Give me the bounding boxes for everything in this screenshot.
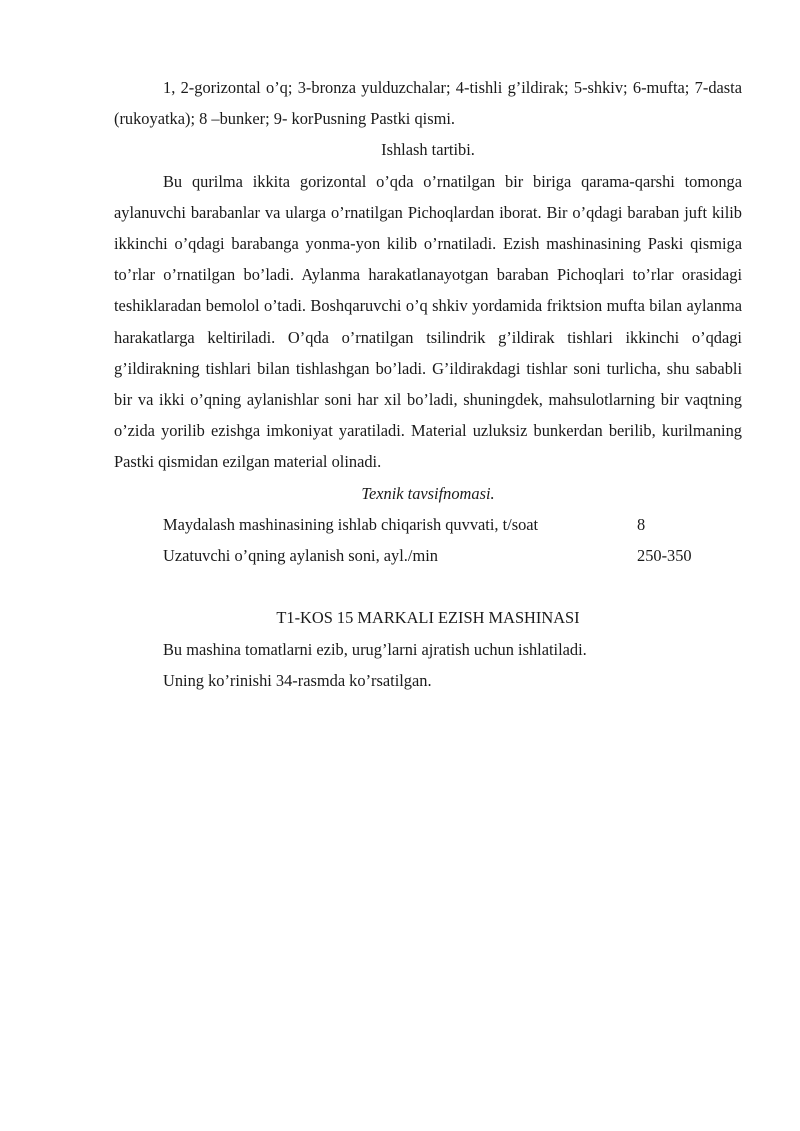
figure-caption: 1, 2-gorizontal o’q; 3-bronza yulduzchalar; 4-tishli g’ildirak; 5-shkiv; 6-mufta; 7-dasta (rukoyatka); 8 –bunker; 9- korPusning Pastki qismi. <box>114 78 742 129</box>
spec-row <box>114 509 742 540</box>
work-order-heading: Ishlash tartibi. <box>381 140 475 160</box>
section-line: Bu mashina tomatlarni ezib, urug’larni ajratish uchun ishlatiladi. <box>163 639 587 659</box>
spec-value: 250-350 <box>637 546 692 566</box>
spec-value: 8 <box>637 514 646 534</box>
specs-heading: Texnik tavsifnomasi. <box>361 483 495 503</box>
document-page <box>114 72 742 696</box>
spec-label: Maydalash mashinasining ishlab chiqarish quvvati, t/soat <box>163 514 539 534</box>
section-line: Uning ko’rinishi 34-rasmda ko’rsatilgan. <box>163 670 432 690</box>
body-paragraph: Bu qurilma ikkita gorizontal o’qda o’rnatilgan bir biriga qarama-qarshi tomonga aylanuvchi barabanlar va ularga o’rnatilgan Pichoqlardan iborat. Bir o’qdagi baraban juft kilib ikkinchi o’qdagi barabanga yonma-yon kilib o’rnatiladi. Ezish mashinasining Paski qismiga to’rlar o’rnatilgan bo’ladi. Aylanma harakatlanayotgan baraban Pichoqlari to’rlar orasidagi teshiklaradan bemolol o’tadi. Boshqaruvchi o’q shkiv yordamida friktsion mufta bilan aylanma harakatlarga keltiriladi. O’qda o’rnatilgan tsilindrik g’ildirak tishlari ikkinchi o’qdagi g’ildirakning tishlari bilan tishlashgan bo’ladi. G’ildirakdagi tishlar soni turlicha, shu sababli bir va ikki o’qning aylanishlar soni har xil bo’ladi, shuningdek, mahsulotlarning bir vaqtning o’zida yorilib ezishga imkoniyat yaratiladi. Material uzluksiz bunkerdan berilib, kurilmaning Pastki qismidan ezilgan material olinadi. <box>114 171 742 472</box>
spec-row <box>114 540 742 571</box>
spec-label: Uzatuvchi o’qning aylanish soni, ayl./min <box>163 546 438 566</box>
section-title: T1-KOS 15 MARKALI EZISH MASHINASI <box>276 608 580 628</box>
spacer <box>114 571 742 602</box>
